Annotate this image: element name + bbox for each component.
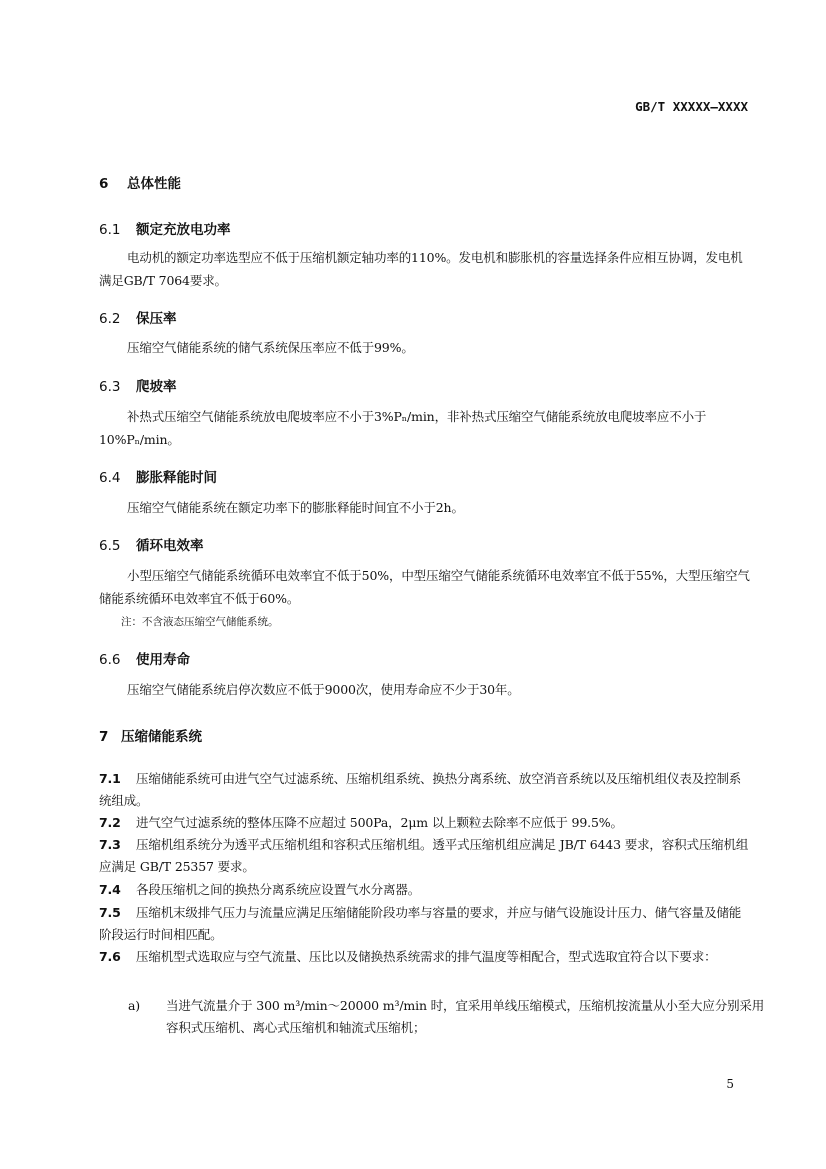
clause-number: 7.1 — [99, 771, 121, 786]
chapter-title: 压缩储能系统 — [121, 729, 202, 745]
section-6-3-text: 补热式压缩空气储能系统放电爬坡率应不小于3%Pₙ/min，非补热式压缩空气储能系统放电爬坡率应不小于10%Pₙ/min。 — [99, 409, 707, 447]
chapter-title: 总体性能 — [127, 176, 181, 192]
section-title: 保压率 — [136, 311, 177, 327]
clause-7-1 — [99, 768, 753, 812]
section-number: 6.2 — [99, 311, 121, 327]
section-title: 膨胀释能时间 — [136, 470, 217, 486]
section-6-6-text: 压缩空气储能系统启停次数应不低于9000次，使用寿命应不少于30年。 — [127, 682, 520, 697]
section-6-5-text: 小型压缩空气储能系统循环电效率宜不低于50%，中型压缩空气储能系统循环电效率宜不低于55%，大型压缩空气储能系统循环电效率宜不低于60%。 — [99, 568, 750, 606]
clause-number: 7.6 — [99, 949, 121, 964]
clause-number: 7.4 — [99, 882, 121, 897]
section-title: 爬坡率 — [136, 379, 177, 395]
clause-number: 7.5 — [99, 905, 121, 920]
section-number: 6.6 — [99, 652, 121, 668]
section-6-6-heading — [99, 648, 190, 668]
section-6-5-heading — [99, 534, 204, 554]
section-6-1-heading — [99, 218, 231, 238]
section-title: 循环电效率 — [136, 538, 204, 554]
clause-number: 7.3 — [99, 837, 121, 852]
list-item-text: 当进气流量介于 300 m³/min～20000 m³/min 时，宜采用单线压缩模式，压缩机按流量从小至大应分别采用容积式压缩机、离心式压缩机和轴流式压缩机； — [166, 998, 765, 1035]
section-6-2-heading — [99, 307, 177, 327]
section-6-3-heading — [99, 375, 177, 395]
chapter-number: 7 — [99, 729, 109, 745]
clause-text: 进气空气过滤系统的整体压降不应超过 500Pa，2μm 以上颗粒去除率不应低于 99.5%。 — [136, 815, 623, 830]
section-6-5-note: 注：不含液态压缩空气储能系统。 — [121, 616, 279, 628]
list-marker: a) — [128, 998, 141, 1013]
section-6-4-text: 压缩空气储能系统在额定功率下的膨胀释能时间宜不小于2h。 — [127, 500, 464, 515]
list-item-a — [128, 995, 771, 1039]
section-title: 使用寿命 — [136, 652, 190, 668]
page-number: 5 — [726, 1077, 734, 1091]
section-number: 6.4 — [99, 470, 121, 486]
clause-7-6 — [99, 946, 753, 968]
section-title: 额定充放电功率 — [136, 222, 231, 238]
chapter-number: 6 — [99, 176, 109, 192]
section-number: 6.5 — [99, 538, 121, 554]
section-number: 6.3 — [99, 379, 121, 395]
clause-text: 各段压缩机之间的换热分离系统应设置气水分离器。 — [136, 882, 421, 897]
clause-text: 压缩储能系统可由进气空气过滤系统、压缩机组系统、换热分离系统、放空消音系统以及压缩机组仪表及控制系统组成。 — [99, 771, 742, 808]
clause-7-5 — [99, 902, 753, 946]
document-code: GB/T XXXXX—XXXX — [635, 99, 748, 114]
section-6-2-text: 压缩空气储能系统的储气系统保压率应不低于99%。 — [127, 340, 414, 355]
section-6-1-text: 电动机的额定功率选型应不低于压缩机额定轴功率的110%。发电机和膨胀机的容量选择条件应相互协调，发电机满足GB/T 7064要求。 — [99, 250, 743, 288]
section-6-4-heading — [99, 466, 217, 486]
clause-7-2 — [99, 812, 753, 834]
chapter-7-heading — [99, 725, 202, 745]
clause-7-3 — [99, 834, 753, 878]
clause-7-4 — [99, 879, 753, 901]
clause-text: 压缩机型式选取应与空气流量、压比以及储换热系统需求的排气温度等相配合，型式选取宜符合以下要求： — [136, 949, 717, 964]
clause-text: 压缩机末级排气压力与流量应满足压缩储能阶段功率与容量的要求，并应与储气设施设计压力、储气容量及储能阶段运行时间相匹配。 — [99, 905, 742, 942]
chapter-6-heading — [99, 172, 181, 192]
clause-number: 7.2 — [99, 815, 121, 830]
clause-text: 压缩机组系统分为透平式压缩机组和容积式压缩机组。透平式压缩机组应满足 JB/T 6443 要求，容积式压缩机组应满足 GB/T 25357 要求。 — [99, 837, 749, 874]
section-number: 6.1 — [99, 222, 121, 238]
